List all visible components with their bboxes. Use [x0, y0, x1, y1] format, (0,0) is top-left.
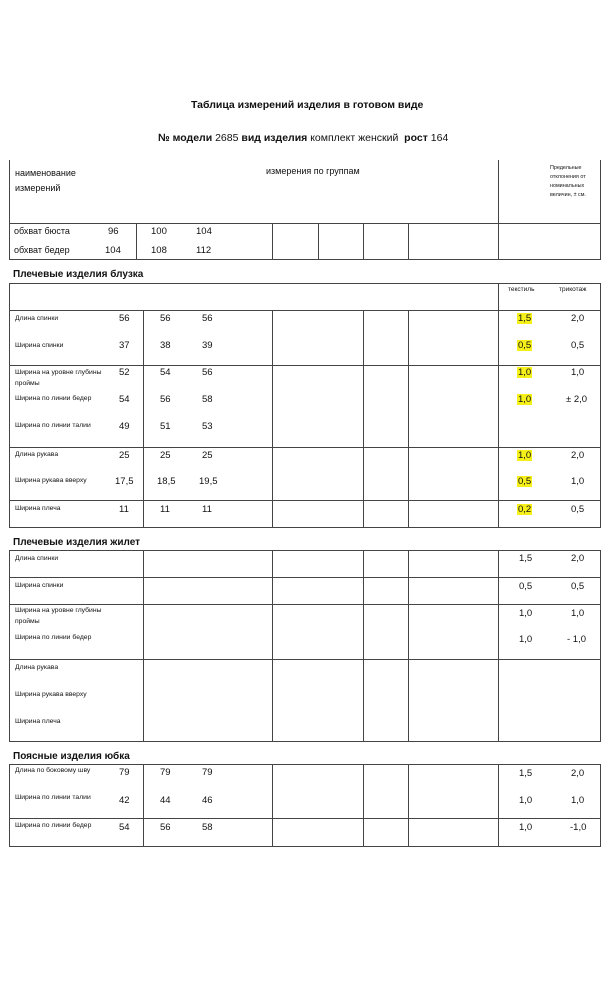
- model-value: 2685: [215, 132, 239, 144]
- blouse-row-tex: 0,2: [518, 504, 532, 515]
- blouse-row-v2: 18,5: [157, 476, 176, 487]
- model-label: № модели: [158, 132, 213, 144]
- blouse-row-knit: 1,0: [571, 476, 585, 487]
- top-row-v3: 112: [196, 245, 212, 256]
- top-row-v2: 100: [151, 226, 167, 237]
- blouse-row-v1: 52: [119, 367, 130, 378]
- blouse-row-v3: 56: [202, 367, 213, 378]
- vest-row-tex: 1,0: [519, 608, 533, 619]
- blouse-row-tex: 1,0: [518, 394, 532, 405]
- blouse-row-v2: 56: [160, 394, 171, 405]
- vest-row-knit: 0,5: [571, 581, 585, 592]
- skirt-row-v2: 56: [160, 822, 171, 833]
- vest-row-knit: 2,0: [571, 553, 585, 564]
- blouse-row-tex: 0,5: [518, 340, 532, 351]
- top-row-v2: 108: [151, 245, 167, 256]
- blouse-row-v1: 49: [119, 421, 130, 432]
- skirt-row-v2: 79: [160, 767, 171, 778]
- blouse-row-knit: 0,5: [571, 340, 585, 351]
- blouse-row-name: Ширина по линии бедер: [15, 395, 92, 402]
- blouse-row-v1: 54: [119, 394, 130, 405]
- type-label: вид изделия: [241, 132, 308, 144]
- vest-row-name: Ширина рукава вверху: [15, 691, 87, 698]
- skirt-row-name: Ширина по линии талии: [15, 794, 91, 801]
- model-line: [158, 132, 448, 144]
- blouse-row-tex: 0,5: [518, 476, 532, 487]
- blouse-row-v3: 39: [202, 340, 213, 351]
- height-label: рост: [404, 132, 428, 144]
- vest-row-tex: 1,5: [519, 553, 533, 564]
- blouse-row-v3: 25: [202, 450, 213, 461]
- blouse-row-v2: 56: [160, 313, 171, 324]
- vest-row-name: Ширина по линии бедер: [15, 634, 92, 641]
- section-title-blouse: Плечевые изделия блузка: [13, 269, 144, 280]
- blouse-row-v3: 19,5: [199, 476, 218, 487]
- header-deviation-col: Предельные отклонения от номинальных величин, ± см.: [550, 165, 586, 198]
- blouse-row-knit: 2,0: [571, 313, 585, 324]
- skirt-row-v1: 79: [119, 767, 130, 778]
- section-title-skirt: Поясные изделия юбка: [13, 751, 130, 762]
- blouse-row-v1: 17,5: [115, 476, 134, 487]
- blouse-row-tex: 1,0: [518, 450, 532, 461]
- blouse-row-v1: 56: [119, 313, 130, 324]
- blouse-row-v1: 11: [119, 504, 129, 515]
- top-row-v1: 96: [108, 226, 119, 237]
- skirt-row-tex: 1,5: [519, 768, 533, 779]
- blouse-row-knit: ± 2,0: [566, 394, 588, 405]
- blouse-row-tex: 1,5: [518, 313, 532, 324]
- blouse-row-v2: 11: [160, 504, 170, 515]
- skirt-row-v1: 54: [119, 822, 130, 833]
- skirt-row-v2: 44: [160, 795, 171, 806]
- blouse-row-v3: 53: [202, 421, 213, 432]
- blouse-row-v3: 58: [202, 394, 213, 405]
- blouse-row-v2: 25: [160, 450, 171, 461]
- blouse-row-name: Ширина плеча: [15, 505, 61, 512]
- header-name-col: наименование измерений: [15, 168, 76, 193]
- section-title-vest: Плечевые изделия жилет: [13, 537, 141, 548]
- type-value: комплект женский: [310, 132, 399, 144]
- skirt-row-knit: 2,0: [571, 768, 585, 779]
- skirt-row-v1: 42: [119, 795, 130, 806]
- vest-row-name: Ширина спинки: [15, 582, 64, 589]
- blouse-row-tex: 1,0: [518, 367, 532, 378]
- page-title: Таблица измерений изделия в готовом виде: [191, 99, 424, 111]
- header-groups-col: измерения по группам: [266, 166, 360, 176]
- blouse-row-knit: 2,0: [571, 450, 585, 461]
- skirt-row-knit: -1,0: [570, 822, 587, 833]
- vest-row-tex: 1,0: [519, 634, 533, 645]
- skirt-row-knit: 1,0: [571, 795, 585, 806]
- vest-row-name: Ширина плеча: [15, 718, 61, 725]
- skirt-row-v3: 46: [202, 795, 213, 806]
- blouse-row-name: Ширина рукава вверху: [15, 477, 87, 484]
- vest-row-tex: 0,5: [519, 581, 533, 592]
- height-value: 164: [430, 132, 449, 144]
- blouse-row-knit: 0,5: [571, 504, 585, 515]
- top-row-name: обхват бюста: [14, 226, 70, 236]
- skirt-row-name: Длина по боковому шву: [15, 767, 91, 774]
- blouse-row-v2: 38: [160, 340, 171, 351]
- vest-row-name: Ширина на уровне глубины проймы: [15, 607, 102, 625]
- blouse-row-name: Длина спинки: [15, 315, 59, 322]
- top-row-v1: 104: [105, 245, 121, 256]
- vest-row-name: Длина рукава: [15, 664, 59, 671]
- vest-row-name: Длина спинки: [15, 555, 59, 562]
- top-row-name: обхват бедер: [14, 245, 70, 255]
- blouse-row-v1: 37: [119, 340, 130, 351]
- blouse-row-v3: 11: [202, 504, 212, 515]
- blouse-row-v2: 51: [160, 421, 171, 432]
- blouse-row-v2: 54: [160, 367, 171, 378]
- blouse-row-name: Длина рукава: [15, 451, 59, 458]
- top-row-v3: 104: [196, 226, 212, 237]
- skirt-row-name: Ширина по линии бедер: [15, 822, 92, 829]
- skirt-row-v3: 79: [202, 767, 213, 778]
- skirt-row-v3: 58: [202, 822, 213, 833]
- blouse-row-name: Ширина спинки: [15, 342, 64, 349]
- col-textile: текстиль: [508, 286, 535, 293]
- vest-row-knit: 1,0: [571, 608, 585, 619]
- vest-row-knit: - 1,0: [567, 634, 587, 645]
- skirt-row-tex: 1,0: [519, 795, 533, 806]
- blouse-row-knit: 1,0: [571, 367, 585, 378]
- blouse-row-name: Ширина по линии талии: [15, 422, 91, 429]
- blouse-row-v3: 56: [202, 313, 213, 324]
- skirt-row-tex: 1,0: [519, 822, 533, 833]
- col-knit: трикотаж: [559, 286, 587, 293]
- blouse-row-name: Ширина на уровне глубины проймы: [15, 369, 102, 387]
- blouse-row-v1: 25: [119, 450, 130, 461]
